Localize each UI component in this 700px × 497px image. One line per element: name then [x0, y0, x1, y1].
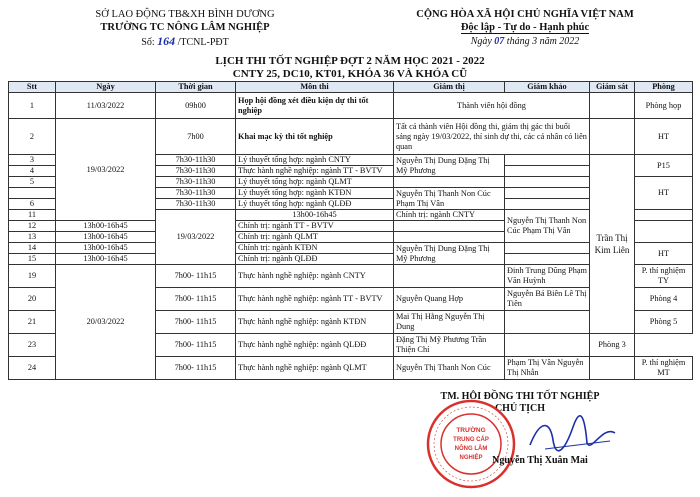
cell-examiner	[505, 166, 590, 177]
signature-scribble-icon	[525, 415, 620, 455]
cell-time: 13h00-16h45	[56, 254, 156, 265]
issue-date: Ngày 07 tháng 3 năm 2022	[470, 36, 580, 47]
cell-examiner	[635, 210, 693, 221]
cell-room: P. thí nghiệm TY	[635, 265, 693, 288]
cell-stt: 14	[9, 243, 56, 254]
svg-text:TRUNG CẤP: TRUNG CẤP	[453, 437, 489, 443]
official-stamp-icon	[425, 398, 517, 490]
cell-time: 7h00- 11h15	[156, 311, 236, 334]
cell-time: 7h30-11h30	[156, 199, 236, 210]
col-header: Giám khảo	[505, 82, 590, 93]
cell-date: 11/03/2022	[56, 93, 156, 119]
cell-proctor	[394, 177, 505, 188]
cell-subject: Lý thuyết tổng hợp: ngành QLMT	[236, 177, 394, 188]
handwritten-number: 164	[157, 34, 176, 48]
cell-stt: 5	[9, 177, 56, 188]
cell-time: 09h00	[156, 93, 236, 119]
cell-time: 13h00-16h45	[56, 221, 156, 232]
school-name: TRƯỜNG TC NÔNG LÂM NGHIỆP	[100, 22, 270, 33]
cell-room: HT	[635, 119, 693, 155]
cell-examiner	[505, 177, 590, 188]
cell-stt: 1	[9, 93, 56, 119]
cell-time: 7h00	[156, 119, 236, 155]
cell-date: 19/03/2022	[56, 119, 156, 221]
cell-examiner: Đinh Trung Dũng Phạm Văn Huỳnh	[505, 265, 590, 288]
cell-time: 7h30-11h30	[156, 188, 236, 199]
col-header: Giám thị	[394, 82, 505, 93]
cell-room: P15	[635, 155, 693, 177]
cell-examiner: Nguyễn Bá Biên Lê Thị Tiên	[505, 288, 590, 311]
cell-examiner	[394, 221, 505, 232]
nation-name: CỘNG HÒA XÃ HỘI CHỦ NGHĨA VIỆT NAM	[416, 9, 634, 20]
cell-examiner	[505, 254, 590, 265]
cell-room: Phòng 5	[635, 311, 693, 334]
cell-examiner	[505, 188, 590, 199]
cell-proctor: Đặng Thị Mỹ Phương Trần Thiện Chí	[394, 334, 505, 357]
cell-proctor: Tất cả thành viên Hội đồng thi, giám thị gác thi buổi sáng ngày 19/03/2022, thí sinh dự thi, các cá nhân có liên quan	[394, 119, 590, 155]
cell-stt: 12	[9, 221, 56, 232]
table-row	[9, 93, 693, 119]
cell-stt: 3	[9, 155, 56, 166]
cell-proctor: Thành viên hội đồng	[394, 93, 590, 119]
cell-examiner	[505, 311, 590, 334]
cell-stt: 20	[9, 288, 56, 311]
col-header: Môn thi	[236, 82, 394, 93]
cell-supervisor: Trần Thị Kim Liên	[590, 155, 635, 334]
table-header-row	[9, 82, 693, 93]
cell-subject: Lý thuyết tổng hợp: ngành CNTY	[236, 155, 394, 166]
cell-time: 7h30-11h30	[156, 177, 236, 188]
cell-stt	[9, 188, 56, 199]
cell-examiner	[505, 155, 590, 166]
cell-subject: Khai mạc kỳ thi tốt nghiệp	[236, 119, 394, 155]
cell-stt: 2	[9, 119, 56, 155]
col-header: Stt	[9, 82, 56, 93]
cell-date: 19/03/2022	[156, 210, 236, 265]
col-header: Giám sát	[590, 82, 635, 93]
cell-time: 7h30-11h30	[156, 166, 236, 177]
cell-examiner	[505, 334, 590, 357]
cell-subject: Họp hội đồng xét điều kiện dự thi tốt nghiệp	[236, 93, 394, 119]
exam-schedule-table	[8, 81, 693, 380]
svg-text:NÔNG LÂM: NÔNG LÂM	[454, 446, 488, 452]
cell-time: 7h00- 11h15	[156, 265, 236, 288]
motto: Độc lập - Tự do - Hạnh phúc	[460, 22, 590, 33]
cell-supervisor	[590, 119, 635, 155]
cell-stt: 19	[9, 265, 56, 288]
cell-room: Phòng 3	[590, 334, 635, 357]
document-subtitle: CNTY 25, DC10, KT01, KHÓA 36 VÀ KHÓA CŨ	[232, 68, 468, 80]
signer-name: Nguyễn Thị Xuân Mai	[492, 455, 588, 466]
col-header: Ngày	[56, 82, 156, 93]
org-header	[60, 8, 310, 49]
cell-subject: Chính trị: ngành QLĐĐ	[236, 254, 394, 265]
cell-subject: Thực hành nghề nghiệp: ngành QLĐĐ	[236, 334, 394, 357]
svg-text:TRƯỜNG: TRƯỜNG	[456, 427, 486, 434]
cell-room: Phòng 4	[635, 288, 693, 311]
cell-examiner	[505, 243, 590, 254]
cell-stt: 4	[9, 166, 56, 177]
cell-subject: Thực hành nghề nghiệp: ngành TT - BVTV	[236, 288, 394, 311]
cell-subject: Lý thuyết tổng hợp: ngành QLĐĐ	[236, 199, 394, 210]
cell-examiner	[505, 199, 590, 210]
cell-proctor	[394, 265, 505, 288]
cell-proctor: Nguyễn Thị Dung Đặng Thị Mỹ Phương	[394, 243, 505, 265]
cell-examiner: Phạm Thị Vân Nguyễn Thị Nhẫn	[505, 357, 590, 380]
cell-stt: 11	[9, 210, 56, 221]
table-row	[9, 119, 693, 155]
cell-stt: 23	[9, 334, 56, 357]
cell-room: Phòng họp	[635, 93, 693, 119]
col-header: Thời gian	[156, 82, 236, 93]
cell-supervisor	[590, 357, 635, 380]
cell-room: HT	[635, 243, 693, 265]
cell-supervisor	[590, 93, 635, 119]
cell-proctor: Nguyễn Thị Thanh Non Cúc	[394, 357, 505, 380]
cell-room: P. thí nghiệm MT	[635, 357, 693, 380]
cell-date: 20/03/2022	[56, 265, 156, 380]
cell-proctor: Mai Thị Hằng Nguyễn Thị Dung	[394, 311, 505, 334]
cell-subject: Thực hành nghề nghiệp: ngành KTĐN	[236, 311, 394, 334]
cell-time: 13h00-16h45	[56, 243, 156, 254]
cell-stt: 24	[9, 357, 56, 380]
cell-subject: Chính trị: ngành QLMT	[236, 232, 394, 243]
svg-text:NGHIỆP: NGHIỆP	[459, 455, 483, 461]
cell-time: 13h00-16h45	[236, 210, 394, 221]
cell-subject: Thực hành nghề nghiệp: ngành QLMT	[236, 357, 394, 380]
cell-subject: Lý thuyết tổng hợp: ngành KTĐN	[236, 188, 394, 199]
cell-subject: Thực hành nghề nghiệp: ngành TT - BVTV	[236, 166, 394, 177]
cell-stt: 13	[9, 232, 56, 243]
col-header: Phòng	[635, 82, 693, 93]
cell-examiner	[394, 232, 505, 243]
document-number: Số: 164 /TCNL-PĐT	[141, 34, 229, 48]
handwritten-day: 07	[494, 36, 505, 47]
signature-title: TM. HỘI ĐỒNG THI TỐT NGHIỆP	[440, 391, 600, 402]
cell-stt: 15	[9, 254, 56, 265]
cell-time: 13h00-16h45	[56, 232, 156, 243]
cell-proctor: Nguyễn Thị Thanh Non Cúc Phạm Thị Vân	[505, 210, 590, 243]
cell-stt: 6	[9, 199, 56, 210]
nation-header	[385, 8, 665, 48]
document-title: LỊCH THI TỐT NGHIỆP ĐỢT 2 NĂM HỌC 2021 - 2022	[215, 55, 485, 67]
cell-time: 7h00- 11h15	[156, 288, 236, 311]
cell-subject: Chính trị: ngành KTĐN	[236, 243, 394, 254]
cell-subject: Thực hành nghề nghiệp: ngành CNTY	[236, 265, 394, 288]
cell-proctor: Nguyễn Thị Dung Đặng Thị Mỹ Phương	[394, 155, 505, 177]
cell-subject: Chính trị: ngành CNTY	[394, 210, 505, 221]
cell-time: 7h00- 11h15	[156, 357, 236, 380]
ministry-name: SỞ LAO ĐỘNG TB&XH BÌNH DƯƠNG	[95, 9, 275, 20]
cell-stt: 21	[9, 311, 56, 334]
cell-time: 7h30-11h30	[156, 155, 236, 166]
cell-subject: Chính trị: ngành TT - BVTV	[236, 221, 394, 232]
cell-proctor: Nguyễn Thị Thanh Non Cúc Phạm Thị Vân	[394, 188, 505, 210]
signature-role: CHỦ TỊCH	[494, 403, 546, 414]
cell-room: HT	[635, 177, 693, 210]
cell-proctor: Nguyễn Quang Hợp	[394, 288, 505, 311]
cell-time: 7h00- 11h15	[156, 334, 236, 357]
